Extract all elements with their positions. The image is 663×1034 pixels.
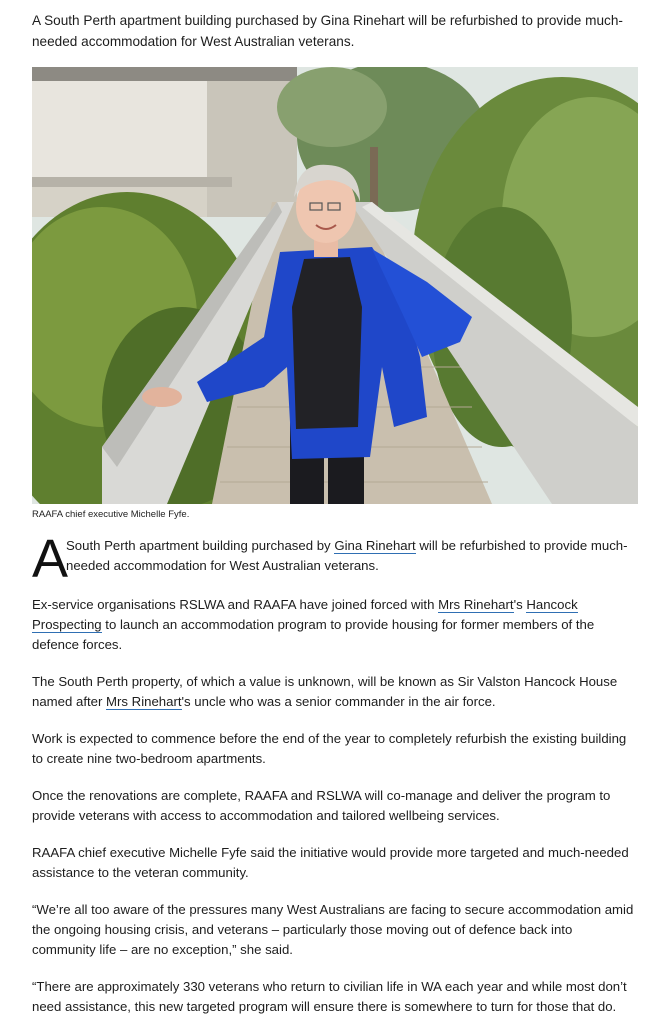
p2-text-1: Ex-service organisations RSLWA and RAAFA have joined forced with (32, 597, 439, 612)
paragraph-5: Once the renovations are complete, RAAFA and RSLWA will co-manage and deliver the program to provide veterans with access to accommodation and tailored wellbeing services. (32, 788, 611, 823)
paragraph-3 (32, 672, 637, 712)
link-gina-rinehart[interactable]: Gina Rinehart (334, 538, 416, 553)
image-caption: RAAFA chief executive Michelle Fyfe. (32, 509, 190, 520)
paragraph-4: Work is expected to commence before the end of the year to completely refurbish the existing building to create nine two-bedroom apartments. (32, 731, 627, 766)
article-standfirst: A South Perth apartment building purchased by Gina Rinehart will be refurbished to provide much-needed accommodation for West Australian veterans. (32, 13, 623, 49)
lead-paragraph (32, 529, 637, 589)
paragraph-8: “There are approximately 330 veterans who return to civilian life in WA each year and while most don’t need assistance, this new targeted program will ensure there is somewhere to turn for those that do. (32, 979, 627, 1014)
article-body (32, 529, 637, 1034)
hero-photo (32, 67, 638, 504)
p3-text-2: 's uncle who was a senior commander in the air force. (181, 694, 496, 709)
link-hancock-prospecting[interactable]: Hancock Prospecting (32, 597, 578, 632)
paragraph-6: RAAFA chief executive Michelle Fyfe said the initiative would provide more targeted and much-needed assistance to the veteran community. (32, 845, 629, 880)
lead-text-1: South Perth apartment building purchased by (66, 538, 335, 553)
article-hero-image (32, 67, 638, 504)
paragraph-7: “We’re all too aware of the pressures many West Australians are facing to secure accommodation amid the ongoing housing crisis, and veterans – particularly those moving out of defence back into community life – are no exception,” she said. (32, 902, 634, 957)
p2-text-2: 's (513, 597, 527, 612)
p2-text-3: to launch an accommodation program to provide housing for former members of the defence forces. (32, 617, 595, 652)
link-mrs-rinehart-2[interactable]: Mrs Rinehart (106, 694, 182, 709)
p3-text-1: The South Perth property, of which a value is unknown, will be known as Sir Valston Hancock House named after (32, 674, 618, 709)
link-mrs-rinehart[interactable]: Mrs Rinehart (438, 597, 514, 612)
lead-text-2: will be refurbished to provide much-needed accommodation for West Australian veterans. (66, 538, 628, 573)
paragraph-2 (32, 595, 637, 655)
drop-cap: A (32, 529, 69, 589)
